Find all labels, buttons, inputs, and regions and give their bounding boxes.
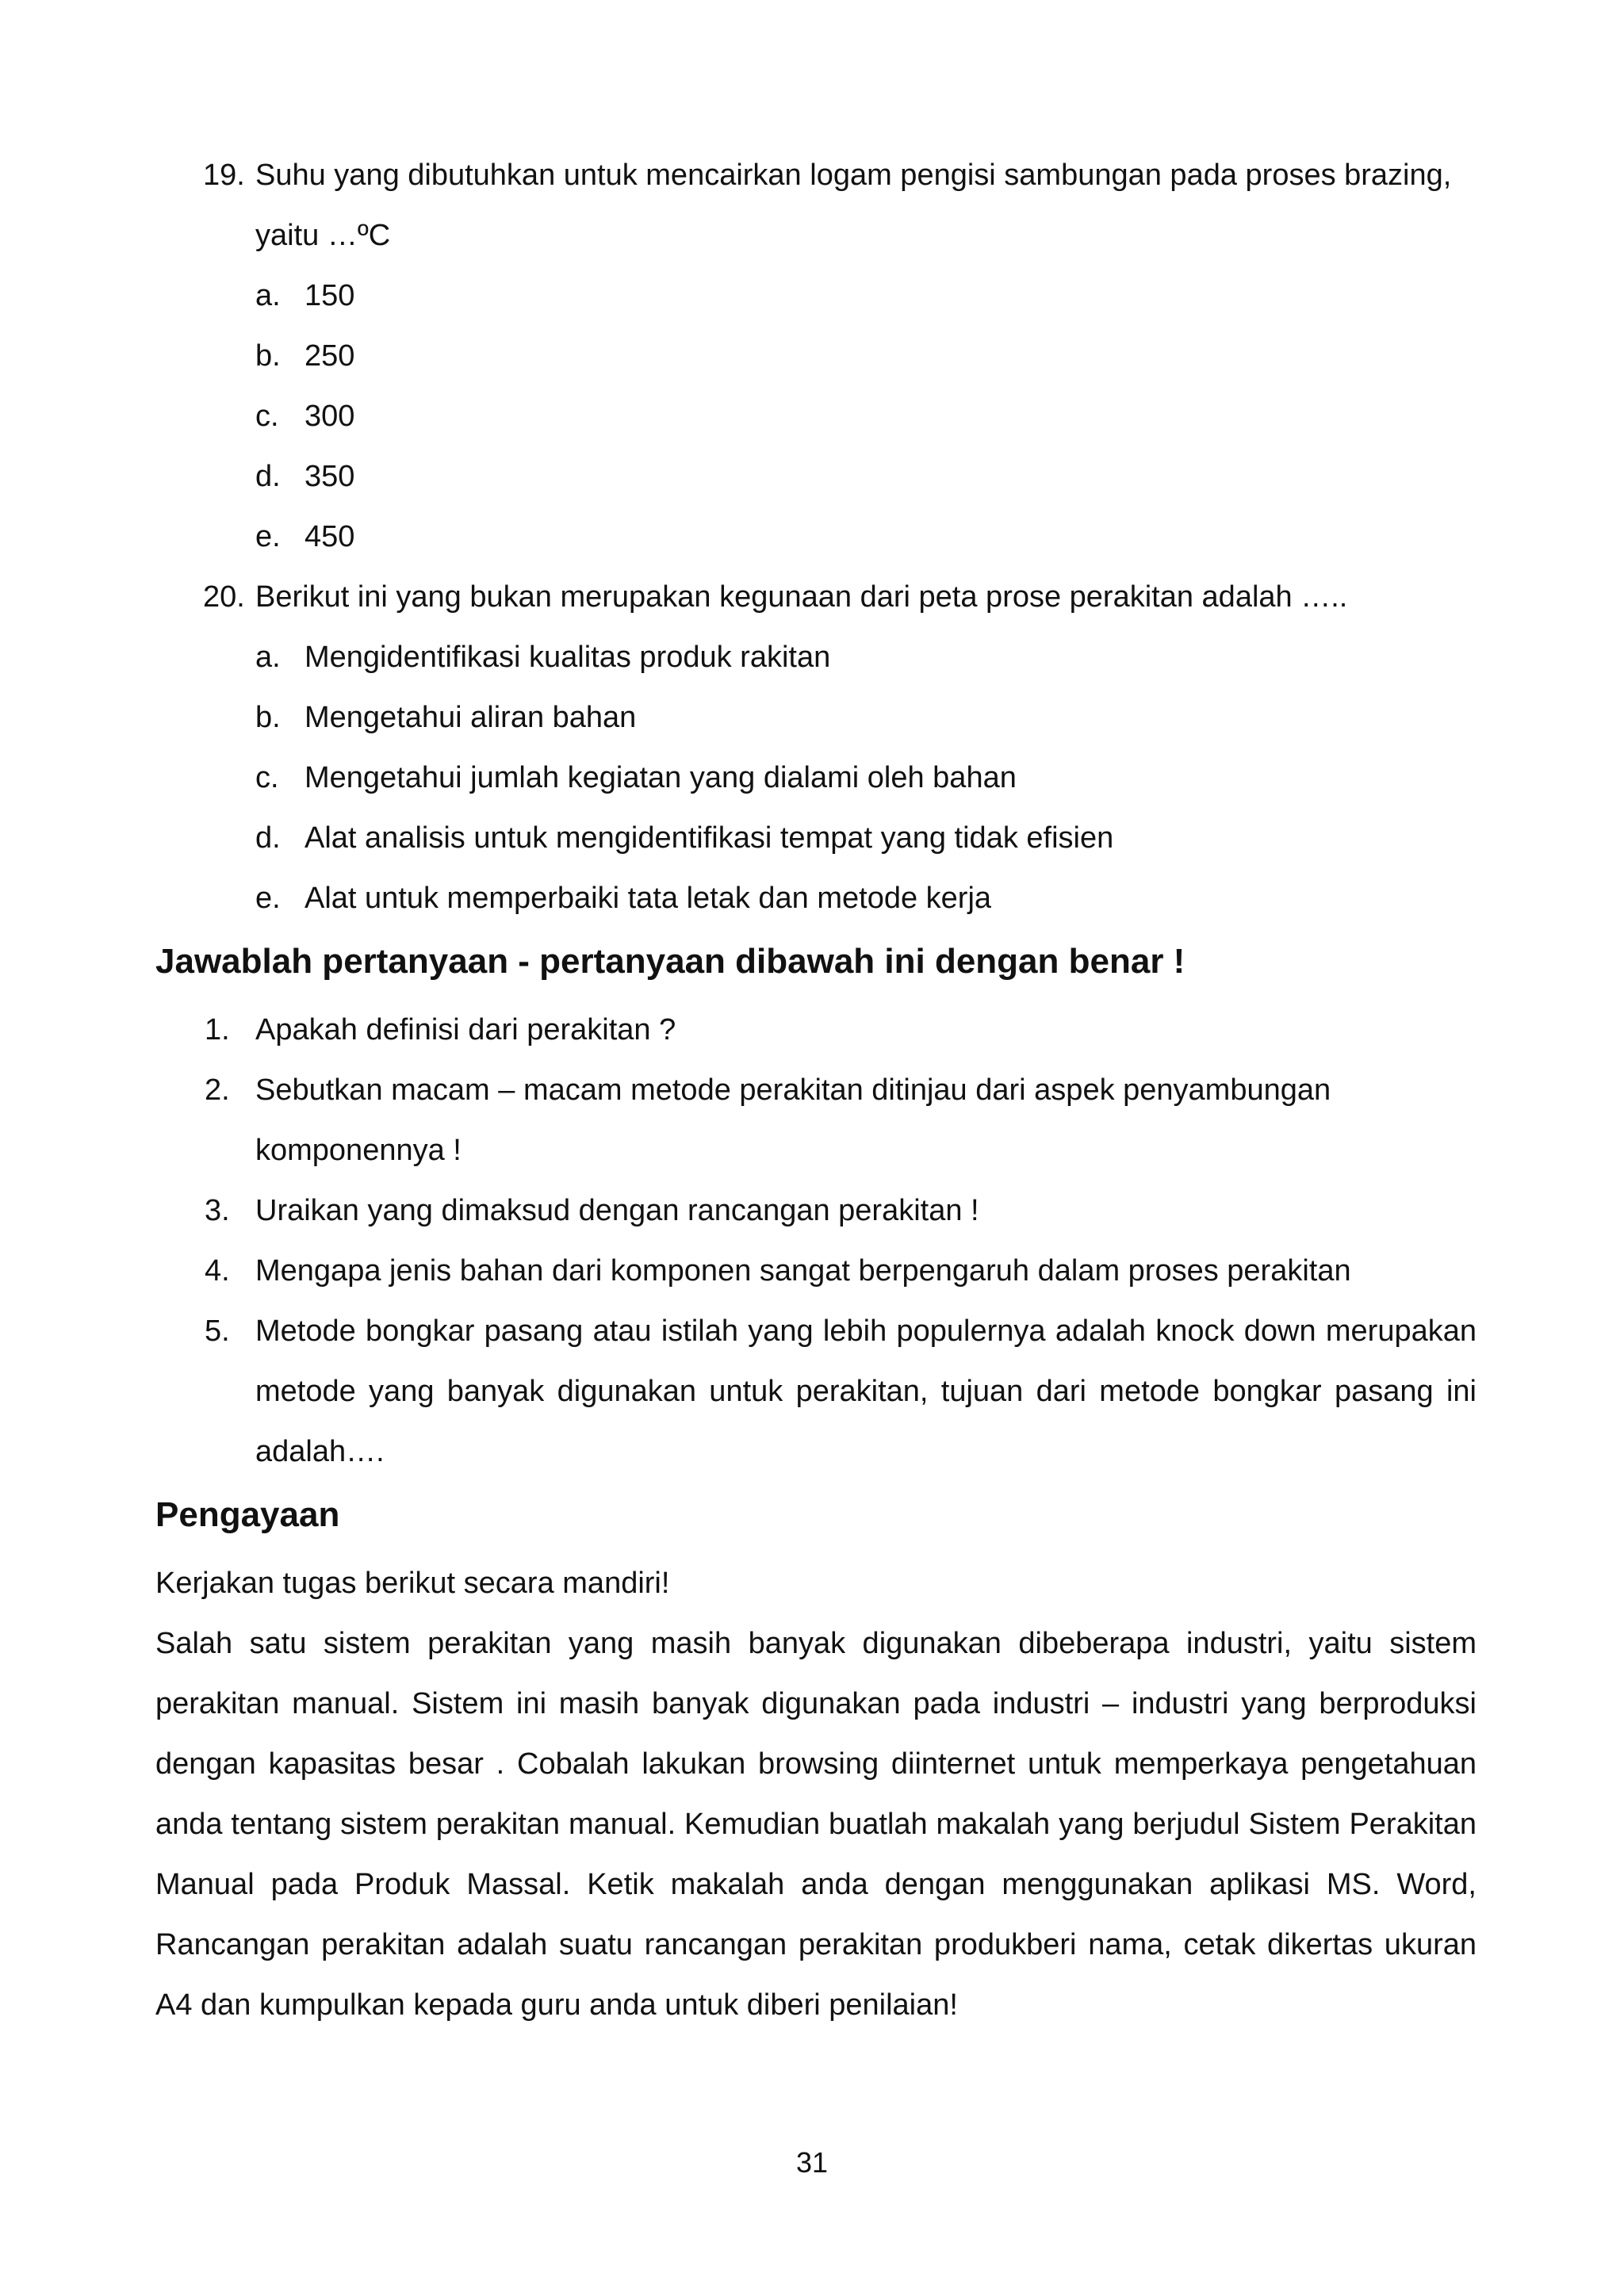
- option-text: Mengidentifikasi kualitas produk rakitan: [304, 641, 831, 674]
- essay-item-text: Sebutkan macam – macam metode perakitan ditinjau dari aspek penyambungan: [255, 1073, 1331, 1107]
- essay-item-number: 2.: [205, 1073, 230, 1107]
- question-text: Berikut ini yang bukan merupakan kegunaan dari peta prose perakitan adalah …..: [255, 580, 1348, 614]
- option-letter: d.: [255, 821, 281, 855]
- option-text: Alat untuk memperbaiki tata letak dan metode kerja: [304, 882, 992, 915]
- option-letter: a.: [255, 641, 281, 674]
- essay-item-text: metode yang banyak digunakan untuk perakitan, tujuan dari metode bongkar pasang ini: [255, 1375, 1477, 1408]
- option-letter: a.: [255, 279, 281, 312]
- option-text: Mengetahui jumlah kegiatan yang dialami oleh bahan: [304, 761, 1017, 794]
- option-letter: e.: [255, 882, 281, 915]
- enrichment-heading: Pengayaan: [155, 1495, 340, 1534]
- essay-item-number: 3.: [205, 1194, 230, 1227]
- option-text: 150: [304, 279, 355, 312]
- enrichment-paragraph-line: Rancangan perakitan adalah suatu rancangan perakitan produkberi nama, cetak dikertas ukuran: [155, 1928, 1477, 1961]
- essay-item-number: 5.: [205, 1314, 230, 1348]
- option-letter: d.: [255, 460, 281, 493]
- option-text: Mengetahui aliran bahan: [304, 701, 637, 734]
- enrichment-paragraph-line: perakitan manual. Sistem ini masih banyak digunakan pada industri – industri yang berproduksi: [155, 1687, 1477, 1720]
- essay-item-text: Metode bongkar pasang atau istilah yang lebih populernya adalah knock down merupakan: [255, 1314, 1477, 1348]
- essay-heading: Jawablah pertanyaan - pertanyaan dibawah ini dengan benar !: [155, 942, 1185, 981]
- option-letter: c.: [255, 761, 279, 794]
- essay-item-text: Uraikan yang dimaksud dengan rancangan perakitan !: [255, 1194, 979, 1227]
- essay-item-text: komponennya !: [255, 1134, 462, 1167]
- option-text: 300: [304, 400, 355, 433]
- enrichment-paragraph-line: Salah satu sistem perakitan yang masih banyak digunakan dibeberapa industri, yaitu sistem: [155, 1627, 1477, 1660]
- question-number: 20.: [203, 580, 245, 614]
- enrichment-paragraph-line: A4 dan kumpulkan kepada guru anda untuk diberi penilaian!: [155, 1988, 958, 2022]
- enrichment-paragraph-line: anda tentang sistem perakitan manual. Kemudian buatlah makalah yang berjudul Sistem Perakitan: [155, 1808, 1477, 1841]
- essay-item-number: 4.: [205, 1254, 230, 1288]
- option-text: 250: [304, 339, 355, 373]
- essay-item-text: adalah….: [255, 1435, 385, 1468]
- question-number: 19.: [203, 159, 245, 192]
- essay-item-number: 1.: [205, 1013, 230, 1047]
- essay-item-text: Apakah definisi dari perakitan ?: [255, 1013, 676, 1047]
- option-letter: b.: [255, 339, 281, 373]
- option-text: 450: [304, 520, 355, 553]
- essay-item-text: Mengapa jenis bahan dari komponen sangat berpengaruh dalam proses perakitan: [255, 1254, 1351, 1288]
- question-text: Suhu yang dibutuhkan untuk mencairkan logam pengisi sambungan pada proses brazing,: [255, 159, 1452, 192]
- question-text: yaitu …ºC: [255, 219, 391, 252]
- option-text: 350: [304, 460, 355, 493]
- option-text: Alat analisis untuk mengidentifikasi tempat yang tidak efisien: [304, 821, 1114, 855]
- enrichment-paragraph-line: Manual pada Produk Massal. Ketik makalah anda dengan menggunakan aplikasi MS. Word,: [155, 1868, 1477, 1901]
- option-letter: b.: [255, 701, 281, 734]
- page-number: 31: [795, 2146, 829, 2179]
- enrichment-intro: Kerjakan tugas berikut secara mandiri!: [155, 1567, 670, 1600]
- option-letter: e.: [255, 520, 281, 553]
- enrichment-paragraph-line: dengan kapasitas besar . Cobalah lakukan browsing diinternet untuk memperkaya pengetahuan: [155, 1747, 1477, 1781]
- option-letter: c.: [255, 400, 279, 433]
